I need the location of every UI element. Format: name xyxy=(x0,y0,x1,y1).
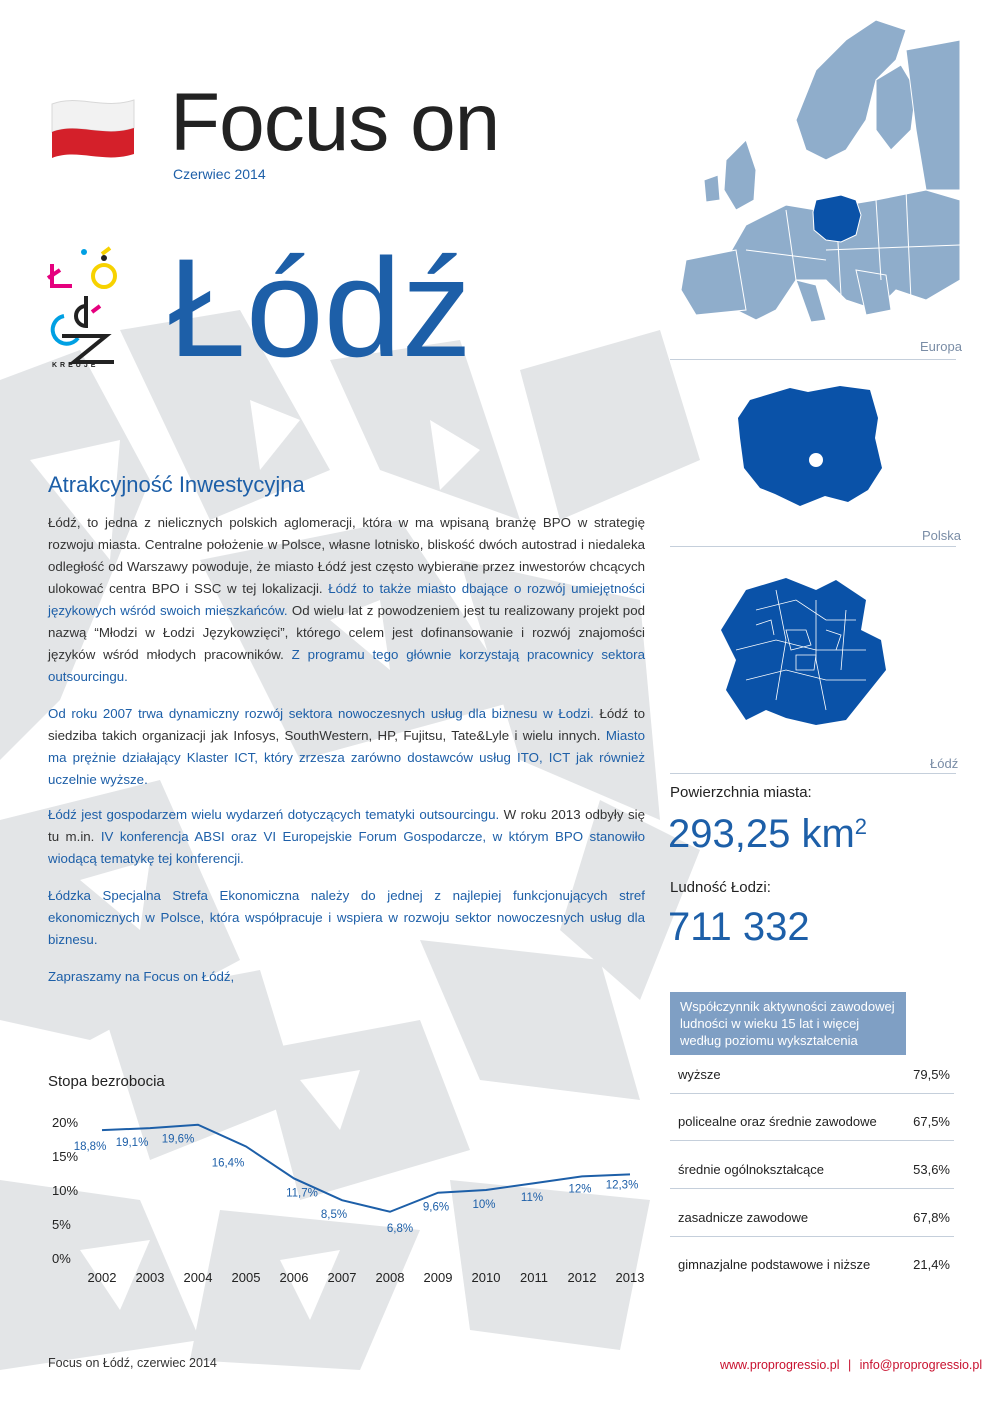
europe-map xyxy=(676,10,960,328)
y-tick-label: 0% xyxy=(52,1251,71,1266)
city-map-label: Łódź xyxy=(930,756,959,771)
invitation-text xyxy=(48,966,645,988)
row-divider xyxy=(670,1236,954,1237)
x-tick-label: 2013 xyxy=(615,1270,645,1285)
education-row-label: wyższe xyxy=(678,1067,721,1082)
y-tick-label: 10% xyxy=(52,1183,79,1198)
education-row xyxy=(670,1257,954,1284)
footer-separator: | xyxy=(847,1358,852,1372)
data-label: 12% xyxy=(568,1183,592,1196)
intro-paragraph-4 xyxy=(48,885,645,951)
lodz-kreuje-logo xyxy=(44,246,124,370)
x-tick-label: 2010 xyxy=(471,1270,501,1285)
poland-map xyxy=(730,378,890,518)
highlight-text: Łódź jest gospodarzem wielu wydarzeń dotyczących tematyki outsourcingu. xyxy=(48,807,504,822)
highlight-text: Miasto ma prężnie działający Klaster ICT, który zrzesza zarówno dostawców usług ITO, ICT jak również uczelnie wyższe. xyxy=(48,728,645,787)
education-row-value: 67,8% xyxy=(913,1210,950,1225)
education-row xyxy=(670,1210,954,1237)
data-label: 10% xyxy=(472,1199,496,1211)
text: W roku 2013 odbyły się tu m.in. xyxy=(48,807,645,844)
x-tick-label: 2006 xyxy=(279,1270,309,1285)
y-tick-label: 20% xyxy=(52,1115,79,1130)
row-divider xyxy=(670,1188,954,1189)
area-unit-superscript: 2 xyxy=(854,814,868,839)
population-value: 711 332 xyxy=(668,905,810,949)
text: Łódź, to jedna z nielicznych polskich aglomeracji, która w ma wpisaną branżę BPO w strategię rozwoju miasta. Centralne położenie w Polsce, własne lotnisko, bliskość dwóch autostrad i niedaleka odległość od Warszawy powoduje, że miasto Łódź jest często wybierane przez inwestorów chcących ulokować centra BPO i SSC w tej lokalizacji. xyxy=(48,515,645,596)
x-tick-label: 2007 xyxy=(327,1270,357,1285)
education-row-value: 21,4% xyxy=(913,1257,950,1272)
data-label: 8,5% xyxy=(320,1209,348,1222)
x-tick-label: 2009 xyxy=(423,1270,453,1285)
area-label: Powierzchnia miasta: xyxy=(670,784,812,801)
education-row xyxy=(670,1114,954,1141)
education-row-value: 53,6% xyxy=(913,1162,950,1177)
highlight-text: Od roku 2007 trwa dynamiczny rozwój sektora nowoczesnych usług dla biznesu w Łodzi. xyxy=(48,706,600,721)
x-tick-label: 2011 xyxy=(520,1270,548,1285)
divider xyxy=(670,546,956,547)
city-title: Łódź xyxy=(168,229,472,386)
header-date: Czerwiec 2014 xyxy=(173,166,266,182)
highlight-text: Zapraszamy na Focus on Łódź, xyxy=(48,969,235,984)
x-tick-label: 2012 xyxy=(567,1270,597,1285)
education-row-label: zasadnicze zawodowe xyxy=(678,1210,809,1225)
highlight-text: Łódź to także miasto dbające o rozwój umiejętności językowych wśród swoich mieszkańców. xyxy=(48,581,646,618)
footer-right xyxy=(720,1356,982,1374)
row-divider xyxy=(670,1093,954,1094)
header-title: Focus on xyxy=(170,77,500,168)
y-tick-label: 15% xyxy=(52,1149,79,1164)
data-label: 19,6% xyxy=(161,1133,195,1146)
text: Łódź to siedziba takich organizacji jak Infosys, SouthWestern, HP, Fujitsu, Tate&Lyle i wielu innych. xyxy=(48,706,645,743)
x-tick-label: 2002 xyxy=(87,1270,117,1285)
data-label: 16,4% xyxy=(211,1157,245,1170)
text: Od wielu lat z powodzeniem jest tu realizowany projekt pod nazwą “Młodzi w Łodzi Językowzięci”, którego celem jest dofinansowanie i rozwój znajomości języków wśród młodych pracowników. xyxy=(48,603,645,662)
data-label: 11,7% xyxy=(286,1187,318,1200)
section-heading: Atrakcyjność Inwestycyjna xyxy=(48,472,305,497)
education-row-value: 67,5% xyxy=(913,1114,950,1129)
intro-paragraph-1 xyxy=(48,512,645,688)
x-tick-label: 2008 xyxy=(375,1270,405,1285)
unemployment-chart xyxy=(40,1105,650,1290)
row-divider xyxy=(670,1140,954,1141)
x-tick-label: 2004 xyxy=(183,1270,213,1285)
x-tick-label: 2005 xyxy=(231,1270,261,1285)
education-row xyxy=(670,1067,954,1094)
education-row-label: średnie ogólnokształcące xyxy=(678,1162,824,1177)
data-label: 12,3% xyxy=(605,1179,639,1192)
y-tick-label: 5% xyxy=(52,1217,71,1232)
education-row-label: policealne oraz średnie zawodowe xyxy=(678,1114,877,1129)
poland-flag-icon xyxy=(48,96,138,162)
area-value xyxy=(668,812,867,857)
data-label: 6,8% xyxy=(386,1222,414,1235)
education-heading: Współczynnik aktywności zawodowej ludności w wieku 15 lat i więcej według poziomu wykształcenia xyxy=(670,992,906,1055)
lodz-districts-map xyxy=(716,570,892,730)
population-label: Ludność Łodzi: xyxy=(670,879,771,896)
intro-paragraph-2 xyxy=(48,703,645,791)
footer-left: Focus on Łódź, czerwiec 2014 xyxy=(48,1356,217,1370)
divider xyxy=(670,773,956,774)
data-label: 19,1% xyxy=(115,1137,149,1150)
logo-caption: KREUJE xyxy=(52,362,99,369)
highlight-text: Z programu tego głównie korzystają pracownicy sektora outsourcingu. xyxy=(48,647,645,684)
area-value-number: 293,25 km xyxy=(668,812,855,856)
highlight-text: Łódzka Specjalna Strefa Ekonomiczna należy do jednej z najlepiej funkcjonujących stref ekonomicznych w Polsce, która współpracuje i wspiera w rozwoju sektor nowoczesnych usług dla biznesu. xyxy=(48,888,645,947)
europe-label: Europa xyxy=(920,339,962,354)
x-tick-label: 2003 xyxy=(135,1270,165,1285)
data-label: 18,8% xyxy=(73,1141,107,1154)
website-link[interactable]: www.proprogressio.pl xyxy=(720,1358,840,1372)
intro-paragraph-3 xyxy=(48,804,645,870)
poland-label: Polska xyxy=(922,528,962,543)
data-label: 11% xyxy=(520,1192,544,1205)
highlight-text: IV konferencja ABSI oraz VI Europejskie Forum Gospodarcze, w którym BPO stanowiło wiodącą tematykę tej konferencji. xyxy=(48,829,645,866)
data-label: 9,6% xyxy=(422,1201,450,1214)
education-row xyxy=(670,1162,954,1189)
divider xyxy=(670,359,956,360)
chart-title: Stopa bezrobocia xyxy=(48,1073,165,1090)
education-row-label: gimnazjalne podstawowe i niższe xyxy=(678,1257,871,1272)
education-row-value: 79,5% xyxy=(913,1067,950,1082)
email-link[interactable]: info@proprogressio.pl xyxy=(859,1358,982,1372)
lodz-location-marker xyxy=(809,453,823,467)
